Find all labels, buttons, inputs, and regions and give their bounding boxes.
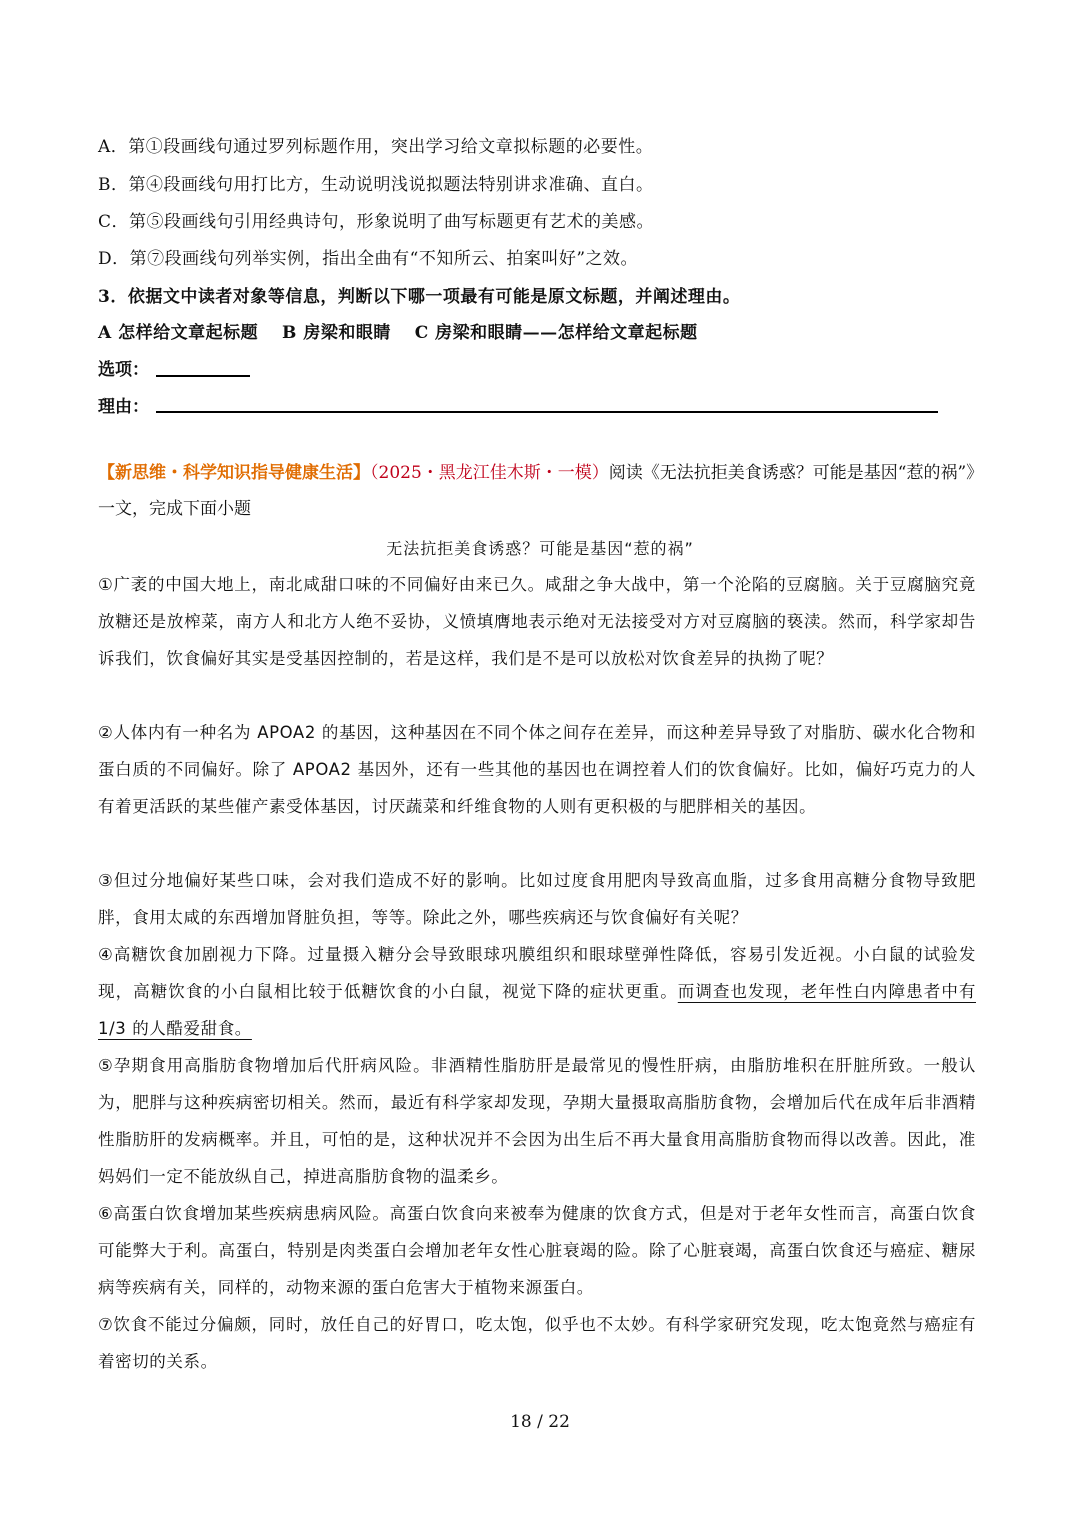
article-paragraph-4 bbox=[98, 936, 976, 1047]
reading-intro bbox=[98, 455, 988, 527]
option-c: C．第⑤段画线句引用经典诗句，形象说明了曲写标题更有艺术的美感。 bbox=[98, 212, 655, 232]
question-3-choices: A 怎样给文章起标题 B 房梁和眼睛 C 房梁和眼睛——怎样给文章起标题 bbox=[98, 323, 698, 343]
option-d: D．第⑦段画线句列举实例，指出全曲有“不知所云、拍案叫好”之效。 bbox=[98, 249, 639, 269]
intro-text: 阅读《无法抗拒美食诱惑？可能是基因“惹的祸”》一文，完成下面小题 bbox=[98, 463, 984, 519]
question-3-stem: 3．依据文中读者对象等信息，判断以下哪一项最有可能是原文标题，并阐述理由。 bbox=[98, 287, 741, 307]
page-number: 18 / 22 bbox=[510, 1412, 570, 1432]
article-paragraph-2: ②人体内有一种名为 APOA2 的基因，这种基因在不同个体之间存在差异，而这种差异导致了对脂肪、碳水化合物和蛋白质的不同偏好。除了 APOA2 基因外，还有一些其他的基因也在调控着人们的饮食偏好。比如，偏好巧克力的人有着更活跃的某些催产素受体基因，讨厌蔬菜和纤维食物的人则有更积极的与肥胖相关的基因。 bbox=[98, 723, 976, 816]
reason-answer-label: 理由： bbox=[98, 397, 149, 417]
option-a: A．第①段画线句通过罗列标题作用，突出学习给文章拟标题的必要性。 bbox=[98, 137, 654, 157]
article-paragraph-1: ①广袤的中国大地上，南北咸甜口味的不同偏好由来已久。咸甜之争大战中，第一个沦陷的豆腐脑。关于豆腐脑究竟放糖还是放榨菜，南方人和北方人绝不妥协，义愤填膺地表示绝对无法接受对方对豆腐脑的亵渎。然而，科学家却告诉我们，饮食偏好其实是受基因控制的，若是这样，我们是不是可以放松对饮食差异的执拗了呢？ bbox=[98, 575, 976, 668]
article-paragraph-7: ⑦饮食不能过分偏颇，同时，放任自己的好胃口，吃太饱，似乎也不太妙。有科学家研究发现，吃太饱竟然与癌症有着密切的关系。 bbox=[98, 1315, 976, 1371]
paragraph-4-underlined-sentence: 而调查也发现，老年性白内障患者中有 1/3 的人酷爱甜食。 bbox=[98, 982, 976, 1038]
option-answer-blank[interactable] bbox=[156, 375, 250, 377]
option-answer-label: 选项： bbox=[98, 360, 149, 380]
intro-tag: 【新思维・科学知识指导健康生活】 bbox=[98, 463, 370, 483]
intro-source: （2025・黑龙江佳木斯・一模） bbox=[370, 463, 609, 483]
reason-answer-blank[interactable] bbox=[156, 411, 938, 413]
article-title: 无法抗拒美食诱惑？可能是基因“惹的祸” bbox=[386, 539, 694, 558]
article-paragraph-5: ⑤孕期食用高脂肪食物增加后代肝病风险。非酒精性脂肪肝是最常见的慢性肝病，由脂肪堆积在肝脏所致。一般认为，肥胖与这种疾病密切相关。然而，最近有科学家却发现，孕期大量摄取高脂肪食物，会增加后代在成年后非酒精性脂肪肝的发病概率。并且，可怕的是，这种状况并不会因为出生后不再大量食用高脂肪食物而得以改善。因此，准妈妈们一定不能放纵自己，掉进高脂肪食物的温柔乡。 bbox=[98, 1056, 976, 1186]
paragraph-4-text: ④高糖饮食加剧视力下降。过量摄入糖分会导致眼球巩膜组织和眼球壁弹性降低，容易引发近视。小白鼠的试验发现，高糖饮食的小白鼠相比较于低糖饮食的小白鼠，视觉下降的症状更重。 bbox=[98, 945, 976, 1001]
article-paragraph-6: ⑥高蛋白饮食增加某些疾病患病风险。高蛋白饮食向来被奉为健康的饮食方式，但是对于老年女性而言，高蛋白饮食可能弊大于利。高蛋白，特别是肉类蛋白会增加老年女性心脏衰竭的险。除了心脏衰竭，高蛋白饮食还与癌症、糖尿病等疾病有关，同样的，动物来源的蛋白危害大于植物来源蛋白。 bbox=[98, 1204, 976, 1297]
article-paragraph-3: ③但过分地偏好某些口味，会对我们造成不好的影响。比如过度食用肥肉导致高血脂，过多食用高糖分食物导致肥胖，食用太咸的东西增加肾脏负担，等等。除此之外，哪些疾病还与饮食偏好有关呢？ bbox=[98, 871, 976, 927]
option-b: B．第④段画线句用打比方，生动说明浅说拟题法特别讲求准确、直白。 bbox=[98, 175, 654, 195]
